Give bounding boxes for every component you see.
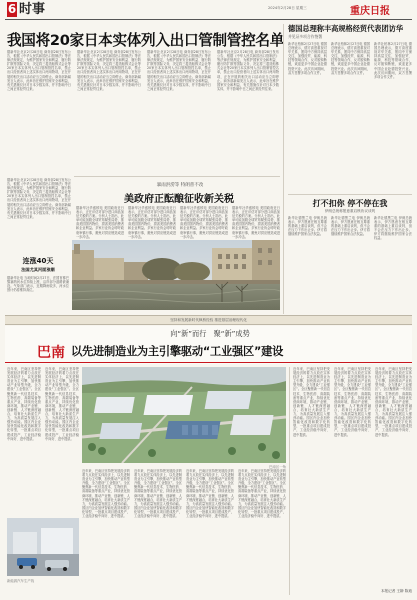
ad-strip	[5, 315, 412, 325]
right-story-1-subhead: 并见证多项合作签署	[288, 34, 323, 39]
industrial-park-image	[82, 367, 286, 463]
middle-story-body: 据新华社华盛顿电 美国政府近日表示，正在评估对部分进口商品加征关税的方案。分析人士指出，此举可能加剧全球贸易紧张局势，推高美国国内物价，损害美国消费者和企业利益。多家行业协会呼吁政府审慎行事，避免对供应链造成进一步冲击。 据新华社华盛顿电 美国政府近日表示，正在评估对部分进口商品加征关税的方案。分析人士指出，此举可能加剧全球贸易紧张局势，推高美国国内物价，损害美国消费者和企业利益。多家行业协会呼吁政府审慎行事，避免对供应链造成进一步冲击。 据新华社华盛顿电 美国政府近日表示，正在评估对部分进口商品加征关税的方案。分析人士指出，此举可能加剧全球贸易紧张局势，推高美国国内物价，损害美国消费者和企业利益。多家行业协会呼吁政府审慎行事，避免对供应链造成进一步冲击。 据新华社华盛顿电 美国政府近日表示，正在评估对部分进口商品加征关税的方案。分析人士指出，此举可能加剧全球贸易紧张局势，推高美国国内物价，损害美国消费者和企业利益。多家行业协会呼吁政府审慎行事，避免对供应链造成进一步冲击。	[76, 206, 280, 239]
photo-caption-body: 据新华社电 当地时间2月27日，法国首都巴黎塞纳河水位持续上涨，沿岸部分道路被淹没。气象部门表示，近期降雨较多，河水位预计仍将维持高位。	[7, 276, 69, 293]
top-story-headline: 我国将20家日本实体列入出口管制管控名单	[7, 32, 284, 49]
right-story-2-subhead: 伊朗总统称愿意重启核协议谈判	[324, 209, 376, 213]
feature-header-rule	[5, 362, 412, 363]
photo-caption-title: 连涨40天	[22, 257, 54, 265]
column-rule	[283, 24, 284, 314]
section-title: 时事	[19, 2, 46, 17]
divider	[74, 176, 280, 177]
production-line-image	[7, 518, 79, 576]
middle-story-kicker: 暴雨洪涝等 特朗普不改	[156, 183, 204, 188]
right-story-1-body: 新华社柏林2月27日电 德国总理表示，德方高度重视对华关系，愿同中方保持高层交往，加强经贸、能源、科技等领域合作，反对脱钩断链，欢迎更多中国企业赴德投资兴业。此次访问期间，双方签署多项合作文件。 新华社柏林2月27日电 德国总理表示，德方高度重视对华关系，愿同中方保持高层交往，加强经贸、能源、科技等领域合作，反对脱钩断链，欢迎更多中国企业赴德投资兴业。此次访问期间，双方签署多项合作文件。 新华社柏林2月27日电 德国总理表示，德方高度重视对华关系，愿同中方保持高层交往，加强经贸、能源、科技等领域合作，反对脱钩断链，欢迎更多中国企业赴德投资兴业。此次访问期间，双方签署多项合作文件。	[288, 42, 412, 79]
divider	[288, 194, 412, 195]
ad-strip-text: 坚持和发展新时代枫桥经验 推进基层治理现代化	[170, 318, 247, 322]
middle-story-headline: 美政府正酝酿征收新关税	[124, 194, 234, 205]
feature-kicker: 向“新”而行 聚“新”成势	[170, 329, 250, 338]
feature-body-left: 近年来，巴南区坚持把发展经济的着力点放在实体经济上，以先进制造业为主引擎，加快推动产业转型升级，全力建设“工业强区”。全区聚焦新一代信息技术、生物医药、高端装备等重点产业，持续优化营商环境，推动产业链、创新链、人才链深度融合，培育壮大新质生产力，为高质量发展注入强劲动能。园区内企业加快智能化改造和数字化转型，一批重点项目建成投产，工业经济稳中向好、进中提质。 近年来，巴南区坚持把发展经济的着力点放在实体经济上，以先进制造业为主引擎，加快推动产业转型升级，全力建设“工业强区”。全区聚焦新一代信息技术、生物医药、高端装备等重点产业，持续优化营商环境，推动产业链、创新链、人才链深度融合，培育壮大新质生产力，为高质量发展注入强劲动能。园区内企业加快智能化改造和数字化转型，一批重点项目建成投产，工业经济稳中向好、进中提质。	[7, 367, 79, 441]
feature-header	[5, 326, 412, 364]
production-line-photo	[7, 518, 79, 576]
left-briefs: 据新华社北京2月28日电 商务部28日发布公告，根据《中华人民共和国出口管制法》等法律法规规定，为维护国家安全和利益、履行防扩散等国际义务，决定将三菱造船株式会社等20家日本实体列入出口管制管控名单，禁止出口经营者向上述实体出口两用物项，正在开展的相关出口活动应当立即停止。商务部新闻发言人表示，此举旨在维护国家安全和利益，有关措施仅针对日本少数实体，并不影响中日之间正常经贸往来。	[7, 178, 71, 219]
river-photo-image	[72, 240, 280, 310]
page-number: 6	[7, 2, 17, 16]
column-rule	[289, 367, 290, 595]
river-photo	[72, 240, 280, 310]
feature-body-center: 近年来，巴南区坚持把发展经济的着力点放在实体经济上，以先进制造业为主引擎，加快推动产业转型升级，全力建设“工业强区”。全区聚焦新一代信息技术、生物医药、高端装备等重点产业，持续优化营商环境，推动产业链、创新链、人才链深度融合，培育壮大新质生产力，为高质量发展注入强劲动能。园区内企业加快智能化改造和数字化转型，一批重点项目建成投产，工业经济稳中向好、进中提质。 近年来，巴南区坚持把发展经济的着力点放在实体经济上，以先进制造业为主引擎，加快推动产业转型升级，全力建设“工业强区”。全区聚焦新一代信息技术、生物医药、高端装备等重点产业，持续优化营商环境，推动产业链、创新链、人才链深度融合，培育壮大新质生产力，为高质量发展注入强劲动能。园区内企业加快智能化改造和数字化转型，一批重点项目建成投产，工业经济稳中向好、进中提质。 近年来，巴南区坚持把发展经济的着力点放在实体经济上，以先进制造业为主引擎，加快推动产业转型升级，全力建设“工业强区”。全区聚焦新一代信息技术、生物医药、高端装备等重点产业，持续优化营商环境，推动产业链、创新链、人才链深度融合，培育壮大新质生产力，为高质量发展注入强劲动能。园区内企业加快智能化改造和数字化转型，一批重点项目建成投产，工业经济稳中向好、进中提质。 近年来，巴南区坚持把发展经济的着力点放在实体经济上，以先进制造业为主引擎，加快推动产业转型升级，全力建设“工业强区”。全区聚焦新一代信息技术、生物医药、高端装备等重点产业，持续优化营商环境，推动产业链、创新链、人才链深度融合，培育壮大新质生产力，为高质量发展注入强劲动能。园区内企业加快智能化改造和数字化转型，一批重点项目建成投产，工业经济稳中向好、进中提质。	[82, 469, 286, 519]
feature-body-right: 近年来，巴南区坚持把发展经济的着力点放在实体经济上，以先进制造业为主引擎，加快推动产业转型升级，全力建设“工业强区”。全区聚焦新一代信息技术、生物医药、高端装备等重点产业，持续优化营商环境，推动产业链、创新链、人才链深度融合，培育壮大新质生产力，为高质量发展注入强劲动能。园区内企业加快智能化改造和数字化转型，一批重点项目建成投产，工业经济稳中向好、进中提质。 近年来，巴南区坚持把发展经济的着力点放在实体经济上，以先进制造业为主引擎，加快推动产业转型升级，全力建设“工业强区”。全区聚焦新一代信息技术、生物医药、高端装备等重点产业，持续优化营商环境，推动产业链、创新链、人才链深度融合，培育壮大新质生产力，为高质量发展注入强劲动能。园区内企业加快智能化改造和数字化转型，一批重点项目建成投产，工业经济稳中向好、进中提质。 近年来，巴南区坚持把发展经济的着力点放在实体经济上，以先进制造业为主引擎，加快推动产业转型升级，全力建设“工业强区”。全区聚焦新一代信息技术、生物医药、高端装备等重点产业，持续优化营商环境，推动产业链、创新链、人才链深度融合，培育壮大新质生产力，为高质量发展注入强劲动能。园区内企业加快智能化改造和数字化转型，一批重点项目建成投产，工业经济稳中向好、进中提质。	[293, 367, 412, 437]
right-story-2-body: 新华社德黑兰电 伊朗总统表示，伊方愿意在相互尊重的基础上重启谈判，但不会在压力下作出让步。伊方将继续维护国家合法权益。 新华社德黑兰电 伊朗总统表示，伊方愿意在相互尊重的基础上重启谈判，但不会在压力下作出让步。伊方将继续维护国家合法权益。 新华社德黑兰电 伊朗总统表示，伊方愿意在相互尊重的基础上重启谈判，但不会在压力下作出让步。伊方将继续维护国家合法权益。	[288, 216, 412, 241]
photo-caption-sub: 法国尤其河面涨潮	[21, 267, 55, 272]
right-story-1-headline: 德国总理称丰高规格经贸代表团访华	[288, 24, 404, 33]
feature-headline: 以先进制造业为主引擎驱动“工业强区”建设	[71, 345, 284, 358]
date-line: 2024年2月28日 星期三	[268, 6, 307, 10]
photo-caption	[7, 256, 69, 314]
production-photo-caption: 新能源汽车生产线	[7, 579, 35, 583]
right-story-1	[288, 24, 412, 40]
industrial-photo-caption: 巴南区一角	[269, 465, 286, 469]
top-story-body: 据新华社北京2月28日电 商务部28日发布公告，根据《中华人民共和国出口管制法》等法律法规规定，为维护国家安全和利益、履行防扩散等国际义务，决定将三菱造船株式会社等20家日本实体列入出口管制管控名单，禁止出口经营者向上述实体出口两用物项，正在开展的相关出口活动应当立即停止。商务部新闻发言人表示，此举旨在维护国家安全和利益，有关措施仅针对日本少数实体，并不影响中日之间正常经贸往来。 据新华社北京2月28日电 商务部28日发布公告，根据《中华人民共和国出口管制法》等法律法规规定，为维护国家安全和利益、履行防扩散等国际义务，决定将三菱造船株式会社等20家日本实体列入出口管制管控名单，禁止出口经营者向上述实体出口两用物项，正在开展的相关出口活动应当立即停止。商务部新闻发言人表示，此举旨在维护国家安全和利益，有关措施仅针对日本少数实体，并不影响中日之间正常经贸往来。 据新华社北京2月28日电 商务部28日发布公告，根据《中华人民共和国出口管制法》等法律法规规定，为维护国家安全和利益、履行防扩散等国际义务，决定将三菱造船株式会社等20家日本实体列入出口管制管控名单，禁止出口经营者向上述实体出口两用物项，正在开展的相关出口活动应当立即停止。商务部新闻发言人表示，此举旨在维护国家安全和利益，有关措施仅针对日本少数实体，并不影响中日之间正常经贸往来。 据新华社北京2月28日电 商务部28日发布公告，根据《中华人民共和国出口管制法》等法律法规规定，为维护国家安全和利益、履行防扩散等国际义务，决定将三菱造船株式会社等20家日本实体列入出口管制管控名单，禁止出口经营者向上述实体出口两用物项，正在开展的相关出口活动应当立即停止。商务部新闻发言人表示，此举旨在维护国家安全和利益，有关措施仅针对日本少数实体，并不影响中日之间正常经贸往来。	[7, 50, 279, 91]
feature-reporter: 本报记者 王翀 陈迪	[380, 589, 412, 593]
feature-place: 巴南	[37, 345, 65, 361]
right-story-2-headline: 打不扣你 停不停在我	[312, 199, 388, 208]
paper-name: 重庆日报	[350, 6, 390, 17]
masthead	[0, 0, 417, 20]
masthead-rule	[5, 19, 412, 20]
industrial-park-photo	[82, 367, 286, 463]
